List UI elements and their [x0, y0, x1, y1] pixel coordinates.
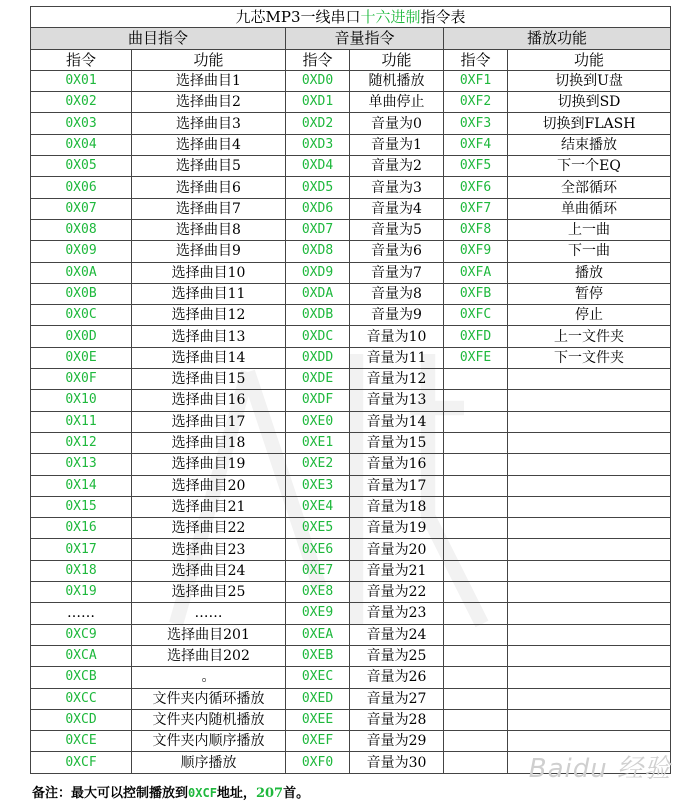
play-func-cell: [508, 518, 671, 539]
table-row: [31, 241, 671, 262]
column-header-cmd: 指令: [444, 49, 508, 70]
volume-func-cell: 音量为14: [350, 411, 444, 432]
volume-func-cell: 音量为10: [350, 326, 444, 347]
table-title-row: [31, 7, 671, 28]
play-func-cell: [508, 411, 671, 432]
play-code-cell: 0XF6: [444, 177, 508, 198]
column-header-func: 功能: [350, 49, 444, 70]
volume-func-cell: 音量为1: [350, 134, 444, 155]
volume-func-cell: 音量为20: [350, 539, 444, 560]
volume-code-cell: 0XD3: [286, 134, 350, 155]
song-code-cell: 0X17: [31, 539, 132, 560]
table-row: [31, 305, 671, 326]
play-code-cell: 0XF3: [444, 113, 508, 134]
volume-code-cell: 0XD7: [286, 219, 350, 240]
play-func-cell: [508, 432, 671, 453]
volume-func-cell: 音量为23: [350, 603, 444, 624]
volume-func-cell: 音量为2: [350, 156, 444, 177]
volume-func-cell: 音量为3: [350, 177, 444, 198]
table-row: [31, 198, 671, 219]
song-func-cell: 选择曲目22: [132, 518, 286, 539]
play-code-cell: [444, 432, 508, 453]
volume-code-cell: 0XDB: [286, 305, 350, 326]
volume-func-cell: 音量为7: [350, 262, 444, 283]
song-code-cell: 0X06: [31, 177, 132, 198]
play-code-cell: [444, 560, 508, 581]
volume-code-cell: 0XE2: [286, 454, 350, 475]
song-func-cell: 选择曲目202: [132, 645, 286, 666]
volume-code-cell: 0XE8: [286, 582, 350, 603]
volume-code-cell: 0XDA: [286, 283, 350, 304]
table-row: [31, 347, 671, 368]
volume-func-cell: 音量为0: [350, 113, 444, 134]
table-row: [31, 603, 671, 624]
play-func-cell: [508, 709, 671, 730]
volume-func-cell: 音量为21: [350, 560, 444, 581]
song-code-cell: 0X19: [31, 582, 132, 603]
song-code-cell: 0X08: [31, 219, 132, 240]
song-func-cell: 选择曲目14: [132, 347, 286, 368]
volume-code-cell: 0XDF: [286, 390, 350, 411]
volume-func-cell: 音量为4: [350, 198, 444, 219]
play-code-cell: [444, 667, 508, 688]
play-code-cell: [444, 709, 508, 730]
play-func-cell: [508, 667, 671, 688]
volume-code-cell: 0XDC: [286, 326, 350, 347]
song-code-cell: 0XCA: [31, 645, 132, 666]
volume-code-cell: 0XED: [286, 688, 350, 709]
song-func-cell: 选择曲目3: [132, 113, 286, 134]
volume-func-cell: 音量为16: [350, 454, 444, 475]
song-func-cell: 选择曲目6: [132, 177, 286, 198]
song-code-cell: 0XCC: [31, 688, 132, 709]
song-func-cell: 选择曲目10: [132, 262, 286, 283]
group-song: 曲目指令: [31, 28, 286, 49]
play-code-cell: [444, 582, 508, 603]
volume-func-cell: 音量为26: [350, 667, 444, 688]
song-func-cell: 选择曲目15: [132, 369, 286, 390]
song-code-cell: 0X04: [31, 134, 132, 155]
song-code-cell: 0X0D: [31, 326, 132, 347]
play-code-cell: 0XF4: [444, 134, 508, 155]
volume-code-cell: 0XE7: [286, 560, 350, 581]
table-row: [31, 262, 671, 283]
play-func-cell: [508, 624, 671, 645]
song-code-cell: 0XCD: [31, 709, 132, 730]
play-func-cell: [508, 539, 671, 560]
volume-func-cell: 音量为25: [350, 645, 444, 666]
play-code-cell: 0XFC: [444, 305, 508, 326]
play-code-cell: [444, 454, 508, 475]
song-code-cell: 0X01: [31, 70, 132, 91]
table-row: [31, 70, 671, 91]
play-func-cell: 停止: [508, 305, 671, 326]
play-func-cell: 下一曲: [508, 241, 671, 262]
table-row: [31, 539, 671, 560]
song-code-cell: 0X0B: [31, 283, 132, 304]
song-func-cell: 选择曲目13: [132, 326, 286, 347]
table-row: [31, 582, 671, 603]
volume-func-cell: 音量为8: [350, 283, 444, 304]
table-row: [31, 709, 671, 730]
song-func-cell: 。: [132, 667, 286, 688]
volume-func-cell: 音量为5: [350, 219, 444, 240]
play-func-cell: 切换到FLASH: [508, 113, 671, 134]
song-func-cell: 文件夹内随机播放: [132, 709, 286, 730]
footer-note: 备注：最大可以控制播放到0XCF地址，207首。: [32, 786, 310, 801]
volume-func-cell: 音量为22: [350, 582, 444, 603]
song-code-cell: 0X13: [31, 454, 132, 475]
volume-code-cell: 0XEC: [286, 667, 350, 688]
table-title: 九芯MP3一线串口十六进制指令表: [31, 7, 671, 28]
song-func-cell: 文件夹内顺序播放: [132, 731, 286, 752]
play-code-cell: [444, 496, 508, 517]
song-code-cell: 0X11: [31, 411, 132, 432]
volume-code-cell: 0XE5: [286, 518, 350, 539]
table-row: [31, 134, 671, 155]
play-func-cell: 下一个EQ: [508, 156, 671, 177]
song-func-cell: 选择曲目19: [132, 454, 286, 475]
song-code-cell: 0X02: [31, 92, 132, 113]
song-func-cell: 选择曲目23: [132, 539, 286, 560]
song-func-cell: 选择曲目20: [132, 475, 286, 496]
song-func-cell: 选择曲目12: [132, 305, 286, 326]
play-code-cell: 0XF7: [444, 198, 508, 219]
column-header-cmd: 指令: [31, 49, 132, 70]
table-row: [31, 411, 671, 432]
volume-code-cell: 0XE6: [286, 539, 350, 560]
play-func-cell: 结束播放: [508, 134, 671, 155]
table-row: [31, 219, 671, 240]
table-row: [31, 92, 671, 113]
play-code-cell: [444, 475, 508, 496]
song-func-cell: 文件夹内循环播放: [132, 688, 286, 709]
song-func-cell: 顺序播放: [132, 752, 286, 773]
volume-code-cell: 0XD4: [286, 156, 350, 177]
play-func-cell: 暂停: [508, 283, 671, 304]
play-func-cell: [508, 688, 671, 709]
play-code-cell: [444, 411, 508, 432]
table-row: [31, 624, 671, 645]
song-code-cell: 0XCF: [31, 752, 132, 773]
volume-func-cell: 音量为27: [350, 688, 444, 709]
song-code-cell: 0XC9: [31, 624, 132, 645]
volume-func-cell: 音量为11: [350, 347, 444, 368]
volume-code-cell: 0XEA: [286, 624, 350, 645]
song-func-cell: 选择曲目18: [132, 432, 286, 453]
song-func-cell: 选择曲目21: [132, 496, 286, 517]
volume-func-cell: 音量为29: [350, 731, 444, 752]
volume-code-cell: 0XD2: [286, 113, 350, 134]
command-table-container: [30, 6, 670, 774]
song-func-cell: 选择曲目16: [132, 390, 286, 411]
song-func-cell: 选择曲目25: [132, 582, 286, 603]
song-func-cell: 选择曲目9: [132, 241, 286, 262]
volume-code-cell: 0XE4: [286, 496, 350, 517]
table-row: [31, 454, 671, 475]
group-play: 播放功能: [444, 28, 671, 49]
group-volume: 音量指令: [286, 28, 444, 49]
play-code-cell: [444, 688, 508, 709]
table-row: [31, 177, 671, 198]
play-func-cell: 单曲循环: [508, 198, 671, 219]
song-code-cell: 0X0F: [31, 369, 132, 390]
song-func-cell: 选择曲目24: [132, 560, 286, 581]
table-row: [31, 688, 671, 709]
command-table: [30, 6, 671, 774]
song-code-cell: 0X10: [31, 390, 132, 411]
play-code-cell: 0XFB: [444, 283, 508, 304]
volume-code-cell: 0XF0: [286, 752, 350, 773]
table-row: [31, 283, 671, 304]
play-code-cell: 0XF9: [444, 241, 508, 262]
song-func-cell: 选择曲目4: [132, 134, 286, 155]
volume-code-cell: 0XDD: [286, 347, 350, 368]
song-code-cell: 0X05: [31, 156, 132, 177]
play-func-cell: [508, 582, 671, 603]
song-code-cell: 0X0C: [31, 305, 132, 326]
play-func-cell: [508, 560, 671, 581]
table-row: [31, 667, 671, 688]
play-func-cell: 播放: [508, 262, 671, 283]
volume-code-cell: 0XE1: [286, 432, 350, 453]
table-row: [31, 645, 671, 666]
table-row: [31, 390, 671, 411]
baidu-watermark: Baidu 经验: [528, 754, 671, 784]
song-code-cell: 0X12: [31, 432, 132, 453]
song-func-cell: 选择曲目2: [132, 92, 286, 113]
volume-func-cell: 音量为13: [350, 390, 444, 411]
volume-code-cell: 0XEB: [286, 645, 350, 666]
play-code-cell: 0XF2: [444, 92, 508, 113]
song-code-cell: 0X03: [31, 113, 132, 134]
table-row: [31, 326, 671, 347]
song-func-cell: 选择曲目1: [132, 70, 286, 91]
table-row: [31, 432, 671, 453]
table-row: [31, 560, 671, 581]
volume-func-cell: 单曲停止: [350, 92, 444, 113]
song-func-cell: 选择曲目11: [132, 283, 286, 304]
play-code-cell: 0XF5: [444, 156, 508, 177]
volume-code-cell: 0XE9: [286, 603, 350, 624]
play-func-cell: 切换到U盘: [508, 70, 671, 91]
play-code-cell: [444, 539, 508, 560]
play-func-cell: [508, 390, 671, 411]
play-func-cell: 切换到SD: [508, 92, 671, 113]
song-func-cell: 选择曲目17: [132, 411, 286, 432]
volume-func-cell: 音量为24: [350, 624, 444, 645]
volume-func-cell: 音量为17: [350, 475, 444, 496]
song-func-cell: 选择曲目7: [132, 198, 286, 219]
song-code-cell: 0X18: [31, 560, 132, 581]
play-code-cell: 0XFD: [444, 326, 508, 347]
volume-code-cell: 0XDE: [286, 369, 350, 390]
play-code-cell: [444, 731, 508, 752]
song-func-cell: 选择曲目8: [132, 219, 286, 240]
song-code-cell: 0X0A: [31, 262, 132, 283]
volume-code-cell: 0XE3: [286, 475, 350, 496]
volume-func-cell: 随机播放: [350, 70, 444, 91]
volume-func-cell: 音量为12: [350, 369, 444, 390]
volume-func-cell: 音量为18: [350, 496, 444, 517]
play-code-cell: [444, 390, 508, 411]
play-code-cell: [444, 369, 508, 390]
volume-func-cell: 音量为15: [350, 432, 444, 453]
volume-code-cell: 0XD5: [286, 177, 350, 198]
song-code-cell: 0X09: [31, 241, 132, 262]
volume-code-cell: 0XD0: [286, 70, 350, 91]
song-code-cell: 0X16: [31, 518, 132, 539]
play-code-cell: 0XF1: [444, 70, 508, 91]
table-row: [31, 475, 671, 496]
table-row: [31, 496, 671, 517]
play-func-cell: [508, 454, 671, 475]
song-func-cell: ……: [132, 603, 286, 624]
table-row: [31, 113, 671, 134]
play-code-cell: [444, 752, 508, 773]
volume-code-cell: 0XD6: [286, 198, 350, 219]
play-func-cell: [508, 475, 671, 496]
play-code-cell: [444, 645, 508, 666]
volume-func-cell: 音量为6: [350, 241, 444, 262]
song-code-cell: 0XCE: [31, 731, 132, 752]
volume-func-cell: 音量为30: [350, 752, 444, 773]
play-func-cell: [508, 603, 671, 624]
play-func-cell: 全部循环: [508, 177, 671, 198]
play-func-cell: [508, 496, 671, 517]
volume-func-cell: 音量为28: [350, 709, 444, 730]
column-header-func: 功能: [132, 49, 286, 70]
song-code-cell: 0X15: [31, 496, 132, 517]
volume-code-cell: 0XE0: [286, 411, 350, 432]
volume-code-cell: 0XD1: [286, 92, 350, 113]
volume-func-cell: 音量为19: [350, 518, 444, 539]
song-code-cell: 0X14: [31, 475, 132, 496]
volume-code-cell: 0XEF: [286, 731, 350, 752]
volume-func-cell: 音量为9: [350, 305, 444, 326]
play-code-cell: [444, 624, 508, 645]
song-code-cell: ……: [31, 603, 132, 624]
play-func-cell: [508, 645, 671, 666]
volume-code-cell: 0XEE: [286, 709, 350, 730]
table-row: [31, 156, 671, 177]
song-code-cell: 0XCB: [31, 667, 132, 688]
play-func-cell: 下一文件夹: [508, 347, 671, 368]
song-func-cell: 选择曲目5: [132, 156, 286, 177]
table-row: [31, 518, 671, 539]
song-func-cell: 选择曲目201: [132, 624, 286, 645]
play-code-cell: 0XF8: [444, 219, 508, 240]
play-code-cell: 0XFE: [444, 347, 508, 368]
play-func-cell: 上一文件夹: [508, 326, 671, 347]
play-code-cell: [444, 603, 508, 624]
column-header-cmd: 指令: [286, 49, 350, 70]
column-header-row: [31, 49, 671, 70]
play-func-cell: 上一曲: [508, 219, 671, 240]
song-code-cell: 0X0E: [31, 347, 132, 368]
volume-code-cell: 0XD9: [286, 262, 350, 283]
play-func-cell: [508, 369, 671, 390]
group-header-row: [31, 28, 671, 49]
play-code-cell: 0XFA: [444, 262, 508, 283]
table-row: [31, 369, 671, 390]
song-code-cell: 0X07: [31, 198, 132, 219]
volume-code-cell: 0XD8: [286, 241, 350, 262]
column-header-func: 功能: [508, 49, 671, 70]
play-code-cell: [444, 518, 508, 539]
